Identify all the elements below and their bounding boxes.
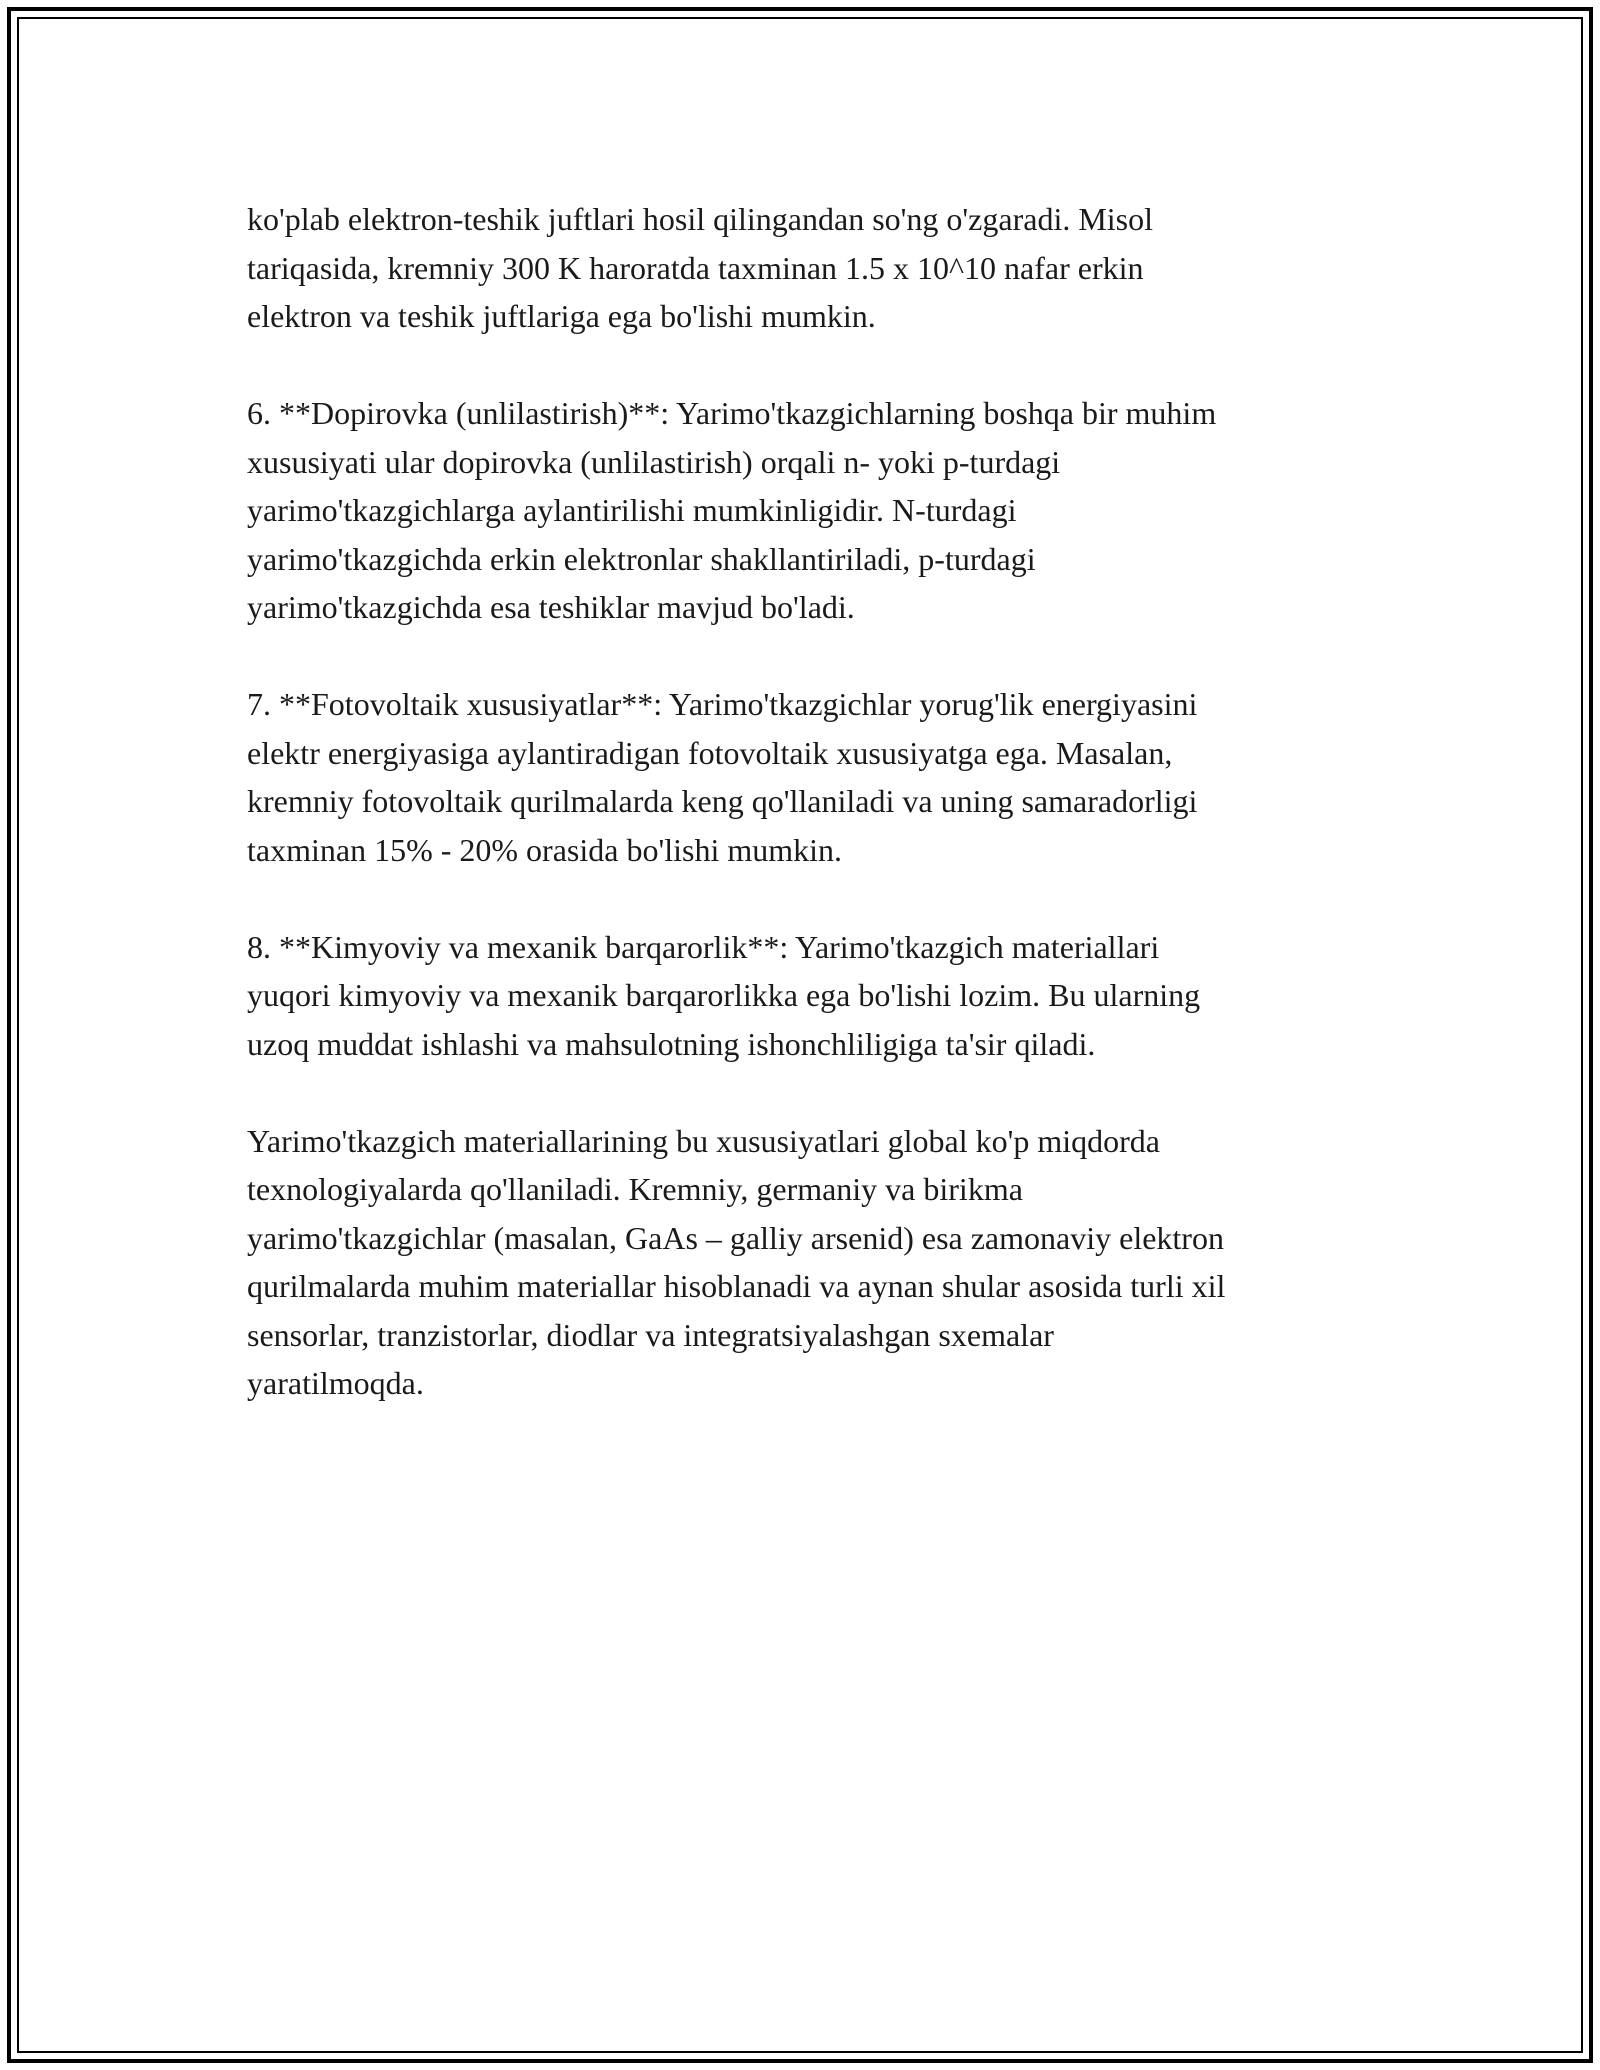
text-line: ko'plab elektron-teshik juftlari hosil qilingandan so'ng o'zgaradi. Misol xyxy=(247,201,1154,237)
text-line: kremniy fotovoltaik qurilmalarda keng qo'llaniladi va uning samaradorligi xyxy=(247,783,1198,819)
paragraph-doping xyxy=(247,389,1377,632)
text-line: taxminan 15% - 20% orasida bo'lishi mumkin. xyxy=(247,831,843,868)
text-line: qurilmalarda muhim materiallar hisoblanadi va aynan shular asosida turli xil xyxy=(247,1268,1226,1304)
document-body xyxy=(247,195,1377,1456)
text-line: yarimo'tkazgichlar (masalan, GaAs – galliy arsenid) esa zamonaviy elektron xyxy=(247,1219,1224,1256)
text-line: yarimo'tkazgichda esa teshiklar mavjud bo'ladi. xyxy=(247,589,855,625)
text-line: sensorlar, tranzistorlar, diodlar va integratsiyalashgan sxemalar xyxy=(247,1316,1054,1353)
text-line: 8. **Kimyoviy va mexanik barqarorlik**: Yarimo'tkazgich materiallari xyxy=(247,928,1160,965)
text-line: yarimo'tkazgichda erkin elektronlar shakllantiriladi, p-turdagi xyxy=(247,540,1036,577)
paragraph-stability xyxy=(247,923,1377,1069)
text-line: Yarimo'tkazgich materiallarining bu xususiyatlari global ko'p miqdorda xyxy=(247,1122,1160,1159)
text-line: uzoq muddat ishlashi va mahsulotning ishonchliligiga ta'sir qiladi. xyxy=(247,1025,1096,1062)
text-line: 6. **Dopirovka (unlilastirish)**: Yarimo'tkazgichlarning boshqa bir muhim xyxy=(247,395,1217,431)
text-line: elektr energiyasiga aylantiradigan fotovoltaik xususiyatga ega. Masalan, xyxy=(247,734,1173,771)
text-line: 7. **Fotovoltaik xususiyatlar**: Yarimo'tkazgichlar yorug'lik energiyasini xyxy=(247,686,1198,722)
text-line: texnologiyalarda qo'llaniladi. Kremniy, germaniy va birikma xyxy=(247,1171,1023,1207)
text-line: xususiyati ular dopirovka (unlilastirish) orqali n- yoki p-turdagi xyxy=(247,443,1061,480)
paragraph-conclusion xyxy=(247,1117,1377,1408)
paragraph-carrier-concentration xyxy=(247,195,1377,341)
text-line: yuqori kimyoviy va mexanik barqarorlikka ega bo'lishi lozim. Bu ularning xyxy=(247,977,1201,1013)
text-line: tariqasida, kremniy 300 K haroratda taxminan 1.5 x 10^10 nafar erkin xyxy=(247,249,1144,286)
page-frame xyxy=(7,7,1593,2063)
text-line: yarimo'tkazgichlarga aylantirilishi mumkinligidir. N-turdagi xyxy=(247,492,1017,528)
paragraph-photovoltaic xyxy=(247,680,1377,874)
text-line: yaratilmoqda. xyxy=(247,1365,424,1401)
text-line: elektron va teshik juftlariga ega bo'lishi mumkin. xyxy=(247,298,876,334)
